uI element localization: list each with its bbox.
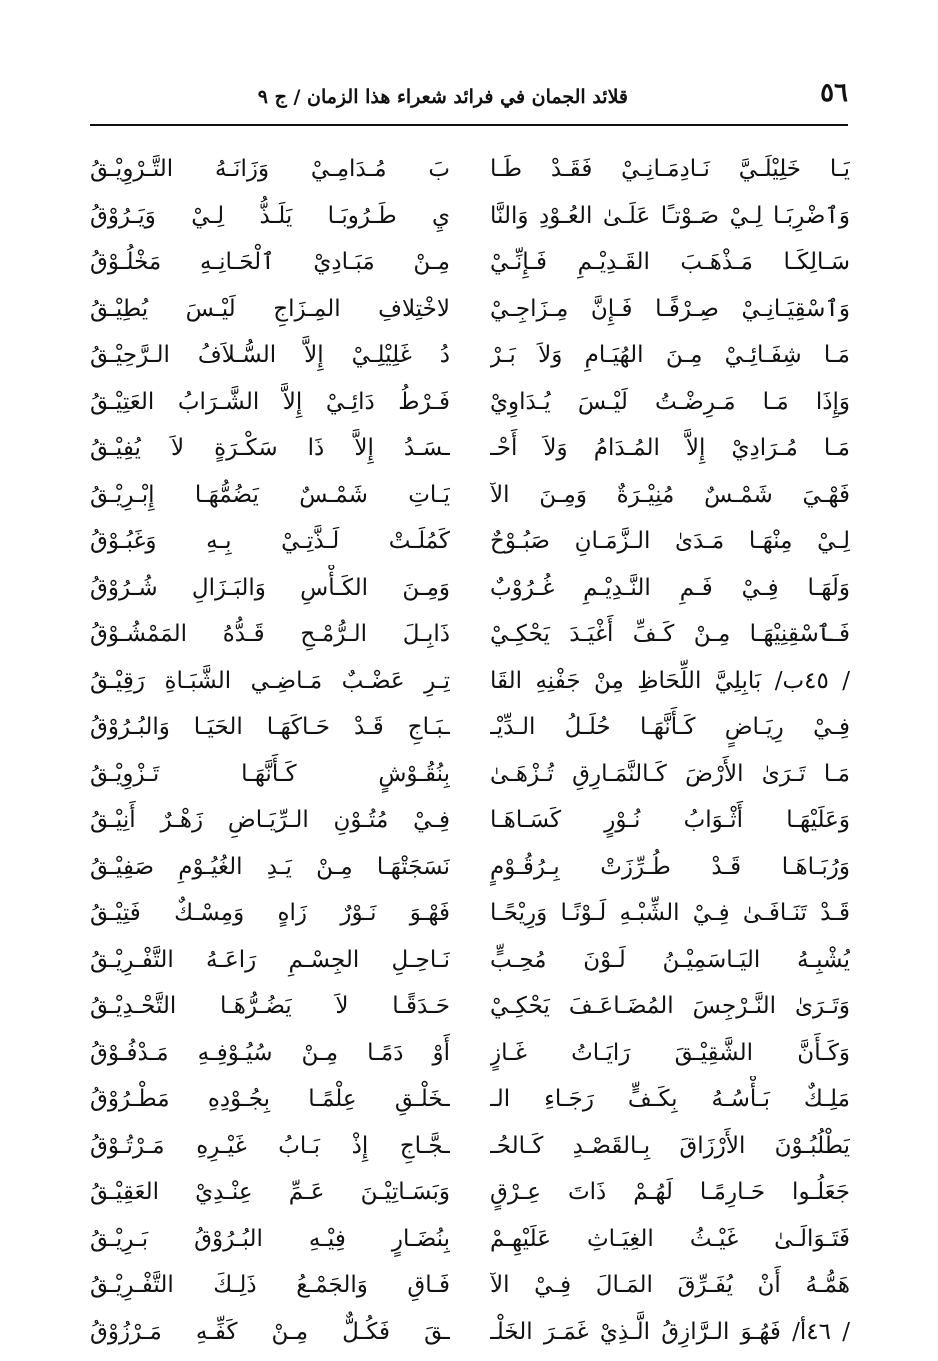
- verse-first-hemistich: مَـا مُـرَادِيْ إِلاَّ المُـدَامُ وَلاَ أَحْـ: [490, 435, 850, 462]
- verse-first-hemistich: / ٤٥ب/ بَابِلِيَّ اللِّحَاظِ مِنْ جَفْنِهِ القَا: [490, 667, 850, 694]
- verse-second-hemistich: يَـاتِ شَمْـسٌ يَضُمُّهَـا إِبْـرِيْـقُ: [90, 481, 450, 508]
- verse-second-hemistich: نَسَجَتْهَـا مِـنْ يَـدِ الغُيُـوْمِ صَفِيْـقُ: [90, 853, 450, 880]
- verse-second-hemistich: يِ طَـرُوبَـا يَلَـذُّ لِـيْ وَيَـرُوْقُ: [90, 202, 450, 229]
- verse-first-hemistich: يَطْلُبُـوْنَ الأَرْزَاقَ بِـالقَصْـدِ كَـالحُـ: [490, 1132, 850, 1159]
- verse-line: [90, 379, 850, 426]
- verse-first-hemistich: لِـيْ مِنْهَـا مَـدَىٰ الـزَّمَـانِ صَبُـوْحٌ: [490, 528, 850, 555]
- verse-first-hemistich: فِـيْ رِيَـاضٍ كَـأَنَّهَـا حُلَـلُ الـدِّيْـ: [490, 714, 850, 741]
- verse-line: [90, 751, 850, 798]
- verse-line: [90, 611, 850, 658]
- verse-line: [90, 1030, 850, 1077]
- verse-first-hemistich: فَهْـيَ شَمْـسٌ مُنِيْـرَةٌ وَمِـنَ الآ: [490, 481, 850, 508]
- verse-first-hemistich: يُشْبِـهُ اليَـاسَمِيْـنُ لَـوْنَ مُحِـبٍّ: [490, 946, 850, 973]
- verse-line: [90, 239, 850, 286]
- page-header: [90, 78, 848, 126]
- verse-second-hemistich: ـجَّـاجِ إِذْ بَـابُ غَيْـرِهِ مَـرْتُـوْقُ: [90, 1132, 450, 1159]
- verse-line: [90, 565, 850, 612]
- verse-first-hemistich: / ٤٦أ/ فَهُـوَ الـرَّازِقُ الَّـذِيْ غَمَـرَ الخَلْـ: [490, 1318, 850, 1345]
- verse-second-hemistich: بِنُضَـارٍ فِيْـهِ البُـرُوْقُ بَـرِيْـقُ: [90, 1225, 450, 1252]
- verse-first-hemistich: مَـا شِفَـائِـيْ مِـنَ الهُيَـامِ وَلاَ بَـرْ: [490, 342, 850, 369]
- verse-second-hemistich: ـبَـاجِ قَـدْ حَـاكَهَـا الحَيَـا وَالبُـرُوْقُ: [90, 714, 450, 741]
- verse-first-hemistich: فَتَـوَالَـىٰ غَيْـثُ الغِيَـاثِ عَلَيْهِـمْ: [490, 1225, 850, 1252]
- verse-line: [90, 844, 850, 891]
- verse-first-hemistich: وَلَهَـا فِـيْ فَـمِ النَّـدِيْـمِ غُـرُوْبٌ: [490, 574, 850, 601]
- verse-first-hemistich: قَـدْ تَنَـافَـىٰ فِـيْ الشِّبْـهِ لَـوْنًـا وَرِيْحًـا: [490, 900, 850, 927]
- verse-line: [90, 1123, 850, 1170]
- header-rule: [90, 124, 848, 126]
- verse-first-hemistich: وَٱسْقِيَـانِـيْ صِـرْفًـا فَـإِنَّ مِـزَاجِـيْ: [490, 295, 850, 322]
- verse-line: [90, 425, 850, 472]
- verse-second-hemistich: ـقَ فَكُـلٌّ مِـنْ كَفِّـهِ مَـرْزُوْقُ: [90, 1318, 450, 1345]
- verse-second-hemistich: ـسَـدُ إِلاَّ ذَا سَكْـرَةٍ لاَ يُفِيْـقُ: [90, 435, 450, 462]
- verse-second-hemistich: ـخَلْـقِ عِلْمًـا بِجُـوْدِهِ مَطْـرُوْقُ: [90, 1086, 450, 1113]
- verse-second-hemistich: لاخْتِلافِ المِـزَاجِ لَيْـسَ يُطِيْـقُ: [90, 295, 450, 322]
- verse-line: [90, 193, 850, 240]
- verse-line: [90, 797, 850, 844]
- verse-line: [90, 658, 850, 705]
- verse-first-hemistich: وَٱضْرِبَـا لِـيْ صَـوْتـًا عَلَـىٰ العُـوْدِ وَالنَّا: [490, 202, 850, 229]
- verse-line: [90, 1309, 850, 1356]
- verse-second-hemistich: ذَابِـلَ الـرُّمْـحِ قَـدُّهُ المَمْشُـوْقُ: [90, 621, 450, 648]
- verse-line: [90, 1169, 850, 1216]
- verse-line: [90, 1076, 850, 1123]
- verse-line: [90, 332, 850, 379]
- verse-second-hemistich: أَوْ دَمًـا مِـنْ سُيُـوْفِـهِ مَـدْفُـوْقُ: [90, 1039, 450, 1066]
- verse-second-hemistich: دُ غَلِيْلِـيْ إِلاَّ السُّـلاَفُ الـرَّحِيْـقُ: [90, 342, 450, 369]
- verse-second-hemistich: حَـدَقًـا لاَ يَضُـرُّهَـا التَّحْـدِيْـقُ: [90, 993, 450, 1020]
- verse-first-hemistich: يَـا خَلِيْلَـيَّ نَـادِمَـانِـيْ فَقَـدْ طَـا: [490, 156, 850, 183]
- verse-first-hemistich: وَكَـأَنَّ الشَّقِيْـقَ رَايَـاتُ غَـازٍ: [490, 1039, 850, 1066]
- verse-second-hemistich: فَـرْطُ دَائِـيْ إِلاَّ الشَّـرَابُ العَتِيْـقُ: [90, 388, 450, 415]
- verse-second-hemistich: نَـاحِـلِ الجِسْـمِ رَاعَـهُ التَّفْـرِيْـقُ: [90, 946, 450, 973]
- verse-second-hemistich: بَ مُـدَامِـيْ وَزَانَـهُ التَّـرْوِيْـقُ: [90, 156, 450, 183]
- verse-first-hemistich: وَإِذَا مَـا مَـرِضْـتُ لَيْـسَ يُـدَاوِيْ: [490, 388, 850, 415]
- verse-first-hemistich: وَعَلَيْهَـا أَثْـوَابُ نُـوْرٍ كَسَـاهَـا: [490, 807, 850, 834]
- verse-second-hemistich: وَمِـنَ الكَـأْسِ وَالبَـزَالِ شُـرُوْقُ: [90, 574, 450, 601]
- verse-second-hemistich: بِنُقُـوْشٍ كَـأَنَّهَـا تَـزْوِيْـقُ: [90, 760, 450, 787]
- verse-first-hemistich: جَعَلُـوا حَـارِمًـا لَهُـمْ ذَاتَ عِـرْقٍ: [490, 1179, 850, 1206]
- verse-first-hemistich: وَتَـرَىٰ النَّـرْجِسَ المُضَـاعَـفَ يَحْكِـيْ: [490, 993, 850, 1020]
- verse-second-hemistich: فِـيْ مُتُـوْنِ الـرِّيَـاضِ زَهْـرٌ أَنِيْـقُ: [90, 807, 450, 834]
- verse-line: [90, 983, 850, 1030]
- verse-first-hemistich: سَـالِكَـا مَـذْهَـبَ القَـدِيْـمِ فَـإِنِّـيْ: [490, 249, 850, 276]
- running-title: قلائد الجمان في فرائد شعراء هذا الزمان / ج ٩: [257, 86, 628, 108]
- verse-line: [90, 704, 850, 751]
- verse-line: [90, 890, 850, 937]
- verse-line: [90, 1216, 850, 1263]
- verse-first-hemistich: مَلِـكٌ بَـأْسُـهُ بِكَـفٍّ رَجَـاءِ الـ: [490, 1086, 850, 1113]
- verse-line: [90, 472, 850, 519]
- verse-line: [90, 1262, 850, 1309]
- verse-second-hemistich: فَـاقِ وَالجَمْـعُ ذَلِـكَ التَّفْـرِيْـقُ: [90, 1272, 450, 1299]
- verse-first-hemistich: فَـٱسْقِنِيْهَـا مِـنْ كَـفِّ أَغْيَـدَ يَحْكِـيْ: [490, 621, 850, 648]
- verse-first-hemistich: مَـا تَـرَىٰ الأَرْضَ كَـالنَّمَـارِقِ تُـزْهَـىٰ: [490, 760, 850, 787]
- page-number: ٥٦: [820, 78, 848, 108]
- poem-body: [90, 146, 850, 1355]
- verse-line: [90, 937, 850, 984]
- verse-line: [90, 518, 850, 565]
- verse-second-hemistich: وَبَسَـاتِيْـنَ عَـمِّ عِنْـدِيْ العَقِيْـقُ: [90, 1179, 450, 1206]
- verse-first-hemistich: وَرُبَـاهَـا قَـدْ طُـرِّزَتْ بِـرُقُـوْمٍ: [490, 853, 850, 880]
- verse-line: [90, 286, 850, 333]
- verse-second-hemistich: كَمُلَـتْ لَـذَّتِـيْ بِـهِ وَغَبُـوْقُ: [90, 528, 450, 555]
- verse-second-hemistich: مِـنْ مَبَـادِيْ ٱلْحَـانِـهِ مَخْلُـوْقُ: [90, 249, 450, 276]
- verse-line: [90, 146, 850, 193]
- verse-second-hemistich: فَهْـوَ نَـوْرٌ زَاهٍ وَمِسْـكٌ فَتِيْـقُ: [90, 900, 450, 927]
- verse-second-hemistich: تِـرِ عَضْـبٌ مَـاضِـي الشَّبَـاةِ رَقِيْـقُ: [90, 667, 450, 694]
- verse-first-hemistich: هَمُّـهُ أَنْ يُفَـرِّقَ المَـالَ فِـيْ الآ: [490, 1272, 850, 1299]
